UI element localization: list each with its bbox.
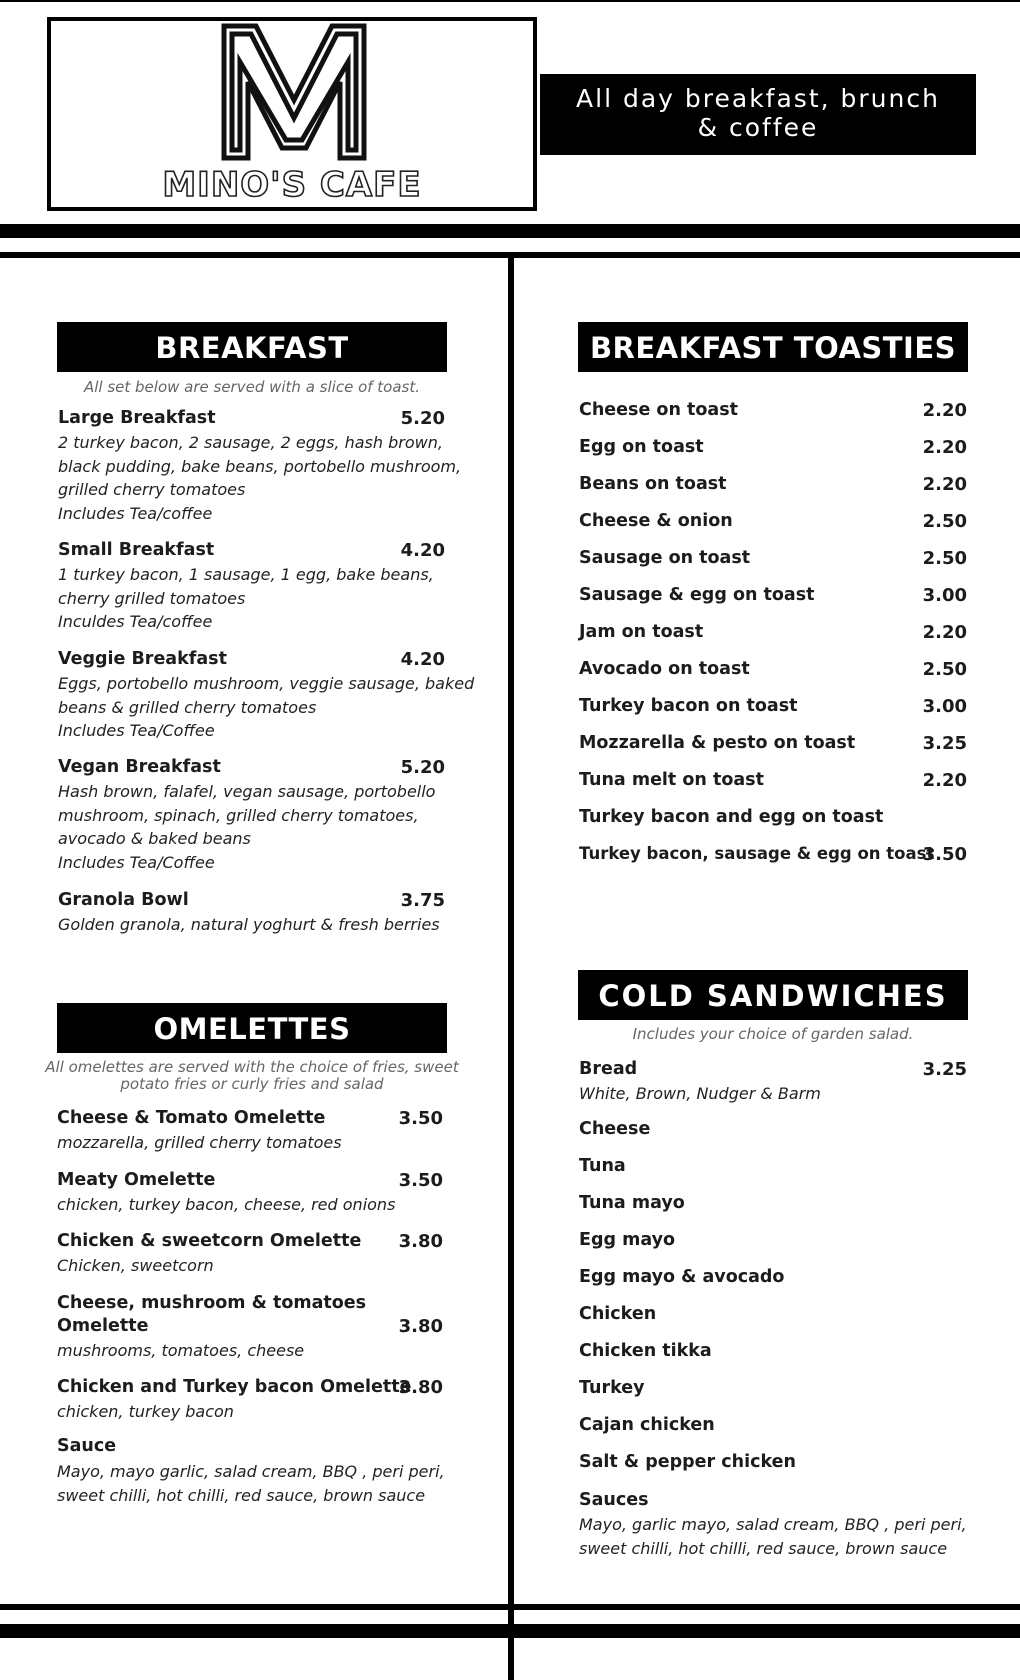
- item-name-cont: Omelette: [57, 1316, 149, 1336]
- item-description: [58, 672, 474, 743]
- omelettes-note: [20, 1059, 484, 1093]
- omelettes-title: OMELETTES: [57, 1003, 447, 1053]
- desc-line: Includes Tea/Coffee: [58, 721, 215, 740]
- desc-line: grilled cherry tomatoes: [58, 480, 246, 499]
- desc-line: 1 turkey bacon, 1 sausage, 1 egg, bake beans,: [58, 565, 434, 584]
- logo-m-icon: [220, 22, 368, 162]
- item-price: 3.80: [398, 1316, 443, 1337]
- toastie-name: Jam on toast: [579, 622, 704, 642]
- desc-line: Includes Tea/Coffee: [58, 852, 215, 872]
- item-price: 3.80: [398, 1231, 443, 1252]
- item-name: Chicken and Turkey bacon Omelette: [57, 1377, 412, 1397]
- item-price: 3.50: [398, 1108, 443, 1129]
- item-name: Cheese, mushroom & tomatoes: [57, 1293, 367, 1313]
- desc-line: avocado & baked beans: [58, 829, 251, 848]
- item-name: Cheese & Tomato Omelette: [57, 1108, 326, 1128]
- desc-line: Includes Tea/coffee: [58, 503, 213, 523]
- desc-line: Eggs, portobello mushroom, veggie sausage, baked: [58, 674, 475, 693]
- tagline-box: [540, 74, 976, 155]
- item-name: Chicken & sweetcorn Omelette: [57, 1231, 362, 1251]
- item-description: [57, 1400, 234, 1424]
- item-price: 3.80: [398, 1377, 443, 1398]
- desc-line: chicken, turkey bacon: [57, 1402, 234, 1421]
- item-name: Sauces: [579, 1490, 649, 1510]
- footer-divider-thin: [0, 1604, 1020, 1610]
- toastie-price: 2.20: [922, 770, 967, 791]
- filling-name: Cajan chicken: [579, 1415, 715, 1435]
- item-description: White, Brown, Nudger & Barm: [579, 1084, 821, 1103]
- toastie-price: 2.20: [922, 474, 967, 495]
- toastie-price: 3.00: [922, 585, 967, 606]
- toastie-price: 3.25: [922, 733, 967, 754]
- filling-name: Egg mayo: [579, 1230, 676, 1250]
- filling-name: Chicken: [579, 1304, 657, 1324]
- desc-line: Mayo, garlic mayo, salad cream, BBQ , peri peri,: [579, 1515, 967, 1534]
- toastie-name: Turkey bacon and egg on toast: [579, 807, 884, 827]
- sandwiches-note: Includes your choice of garden salad.: [632, 1025, 914, 1043]
- item-description: [57, 1131, 342, 1155]
- filling-name: Cheese: [579, 1119, 651, 1139]
- toastie-price: 3.00: [922, 696, 967, 717]
- header-divider-thick: [0, 224, 1020, 238]
- breakfast-note: All set below are served with a slice of toast.: [83, 378, 421, 396]
- desc-line: mozzarella, grilled cherry tomatoes: [57, 1133, 342, 1152]
- item-name: Granola Bowl: [58, 890, 189, 910]
- item-price: 5.20: [400, 408, 445, 429]
- desc-line: mushroom, spinach, grilled cherry tomatoes,: [58, 805, 419, 825]
- desc-line: sweet chilli, hot chilli, red sauce, brown sauce: [57, 1485, 426, 1505]
- toastie-price: 2.50: [922, 548, 967, 569]
- desc-line: Golden granola, natural yoghurt & fresh berries: [58, 915, 440, 934]
- item-description: [58, 780, 435, 874]
- toastie-price: 2.50: [922, 659, 967, 680]
- toastie-price: 2.50: [922, 511, 967, 532]
- toastie-name: Sausage & egg on toast: [579, 585, 815, 605]
- desc-line: sweet chilli, hot chilli, red sauce, brown sauce: [579, 1538, 948, 1558]
- footer-divider-thick: [0, 1624, 1020, 1638]
- toastie-name: Cheese on toast: [579, 400, 738, 420]
- item-description: [57, 1339, 304, 1363]
- filling-name: Tuna: [579, 1156, 626, 1176]
- item-name: Small Breakfast: [58, 540, 215, 560]
- desc-line: cherry grilled tomatoes: [58, 588, 246, 608]
- toastie-price: 2.20: [922, 437, 967, 458]
- filling-name: Egg mayo & avocado: [579, 1267, 785, 1287]
- desc-line: Mayo, mayo garlic, salad cream, BBQ , peri peri,: [57, 1462, 445, 1481]
- toastie-name: Sausage on toast: [579, 548, 751, 568]
- cafe-name: MINO'S CAFE: [162, 165, 422, 205]
- toastie-name: Beans on toast: [579, 474, 727, 494]
- item-price: 4.20: [400, 540, 445, 561]
- desc-line: Hash brown, falafel, vegan sausage, portobello: [58, 782, 436, 801]
- filling-name: Salt & pepper chicken: [579, 1452, 796, 1472]
- toastie-name: Cheese & onion: [579, 511, 733, 531]
- item-description: [57, 1193, 395, 1217]
- item-name: Large Breakfast: [58, 408, 216, 428]
- toastie-name: Turkey bacon, sausage & egg on toast: [579, 844, 935, 863]
- toastie-price: 2.20: [922, 400, 967, 421]
- toastie-name: Turkey bacon on toast: [579, 696, 798, 716]
- desc-line: Chicken, sweetcorn: [57, 1256, 214, 1275]
- toastie-name: Egg on toast: [579, 437, 704, 457]
- item-name: Veggie Breakfast: [58, 649, 227, 669]
- item-name: Vegan Breakfast: [58, 757, 221, 777]
- item-name: Bread: [579, 1059, 638, 1079]
- item-price: 3.75: [400, 890, 445, 911]
- toastie-name: Tuna melt on toast: [579, 770, 764, 790]
- item-price: 5.20: [400, 757, 445, 778]
- item-price: 4.20: [400, 649, 445, 670]
- tagline-line-2: & coffee: [697, 113, 819, 142]
- filling-name: Tuna mayo: [579, 1193, 685, 1213]
- breakfast-title: BREAKFAST: [57, 322, 447, 372]
- item-name: Sauce: [57, 1436, 117, 1456]
- item-description: [58, 913, 440, 937]
- desc-line: chicken, turkey bacon, cheese, red onions: [57, 1195, 396, 1214]
- item-description: [58, 431, 461, 525]
- desc-line: mushrooms, tomatoes, cheese: [57, 1341, 305, 1360]
- desc-line: beans & grilled cherry tomatoes: [58, 697, 317, 717]
- desc-line: Inculdes Tea/coffee: [58, 612, 213, 631]
- item-name: Meaty Omelette: [57, 1170, 216, 1190]
- item-description: [58, 563, 434, 634]
- item-price: 3.50: [398, 1170, 443, 1191]
- note-line: All omelettes are served with the choice of fries, sweet: [45, 1058, 459, 1076]
- toastie-name: Mozzarella & pesto on toast: [579, 733, 856, 753]
- desc-line: black pudding, bake beans, portobello mushroom,: [58, 456, 462, 476]
- item-description: [579, 1513, 967, 1560]
- top-border-line: [0, 0, 1020, 2]
- toastie-price: 2.20: [922, 622, 967, 643]
- item-price: 3.25: [922, 1059, 967, 1080]
- tagline-line-1: All day breakfast, brunch: [576, 84, 940, 113]
- item-description: [57, 1254, 214, 1278]
- filling-name: Chicken tikka: [579, 1341, 712, 1361]
- sandwiches-title: COLD SANDWICHES: [578, 970, 968, 1020]
- toasties-title: BREAKFAST TOASTIES: [578, 322, 968, 372]
- filling-name: Turkey: [579, 1378, 645, 1398]
- column-divider: [508, 252, 514, 1680]
- toastie-name: Avocado on toast: [579, 659, 750, 679]
- desc-line: 2 turkey bacon, 2 sausage, 2 eggs, hash brown,: [58, 433, 443, 452]
- note-line: potato fries or curly fries and salad: [120, 1075, 384, 1093]
- item-description: [57, 1460, 445, 1507]
- toastie-price: 3.50: [922, 844, 967, 865]
